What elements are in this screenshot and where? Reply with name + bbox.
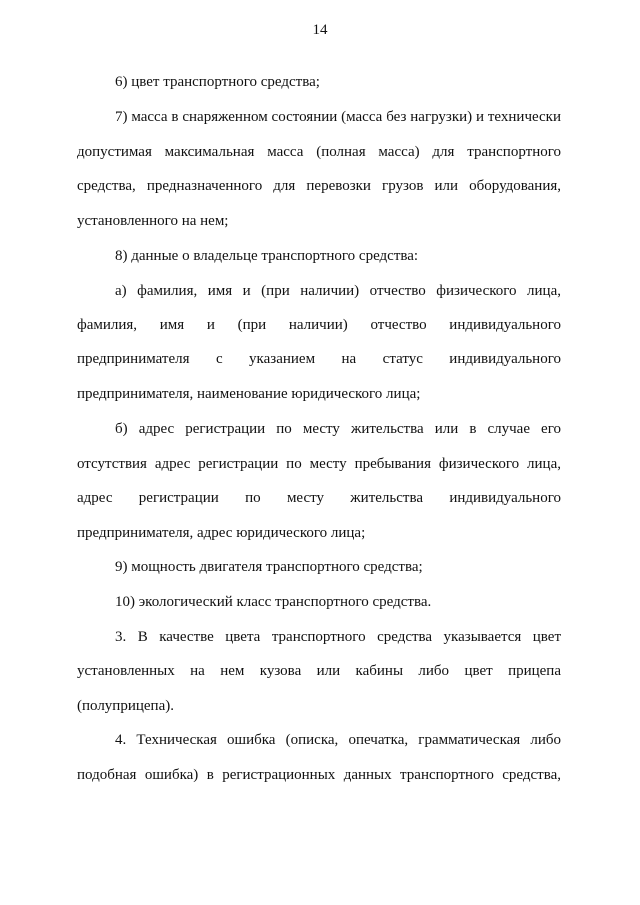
text-line: 3. В качестве цвета транспортного средства указывается цвет	[115, 629, 561, 645]
text-line: 10) экологический класс транспортного средства.	[115, 594, 432, 610]
text-line: средства, предназначенного для перевозки грузов или оборудования,	[77, 178, 561, 194]
text-line: подобная ошибка) в регистрационных данных транспортного средства,	[77, 767, 561, 783]
text-line: 7) масса в снаряженном состоянии (масса без нагрузки) и технически	[115, 109, 561, 125]
text-line: (полуприцепа).	[77, 698, 174, 714]
text-line: 4. Техническая ошибка (описка, опечатка, грамматическая либо	[115, 732, 561, 748]
text-line: предпринимателя с указанием на статус индивидуального	[77, 351, 561, 367]
text-line: 9) мощность двигателя транспортного средства;	[115, 559, 423, 575]
text-line: отсутствия адрес регистрации по месту пребывания физического лица,	[77, 456, 561, 472]
text-line: фамилия, имя и (при наличии) отчество индивидуального	[77, 317, 561, 333]
text-line: б) адрес регистрации по месту жительства или в случае его	[115, 421, 561, 437]
text-line: предпринимателя, наименование юридического лица;	[77, 386, 421, 402]
text-line: допустимая максимальная масса (полная масса) для транспортного	[77, 144, 561, 160]
page-number: 14	[312, 22, 328, 38]
text-line: 6) цвет транспортного средства;	[115, 74, 320, 90]
text-line: 8) данные о владельце транспортного средства:	[115, 248, 419, 264]
text-line: а) фамилия, имя и (при наличии) отчество физического лица,	[115, 283, 561, 299]
text-line: установленных на нем кузова или кабины либо цвет прицепа	[77, 663, 561, 679]
text-line: установленного на нем;	[77, 213, 229, 229]
text-line: адрес регистрации по месту жительства индивидуального	[77, 490, 561, 506]
text-line: предпринимателя, адрес юридического лица;	[77, 525, 366, 541]
